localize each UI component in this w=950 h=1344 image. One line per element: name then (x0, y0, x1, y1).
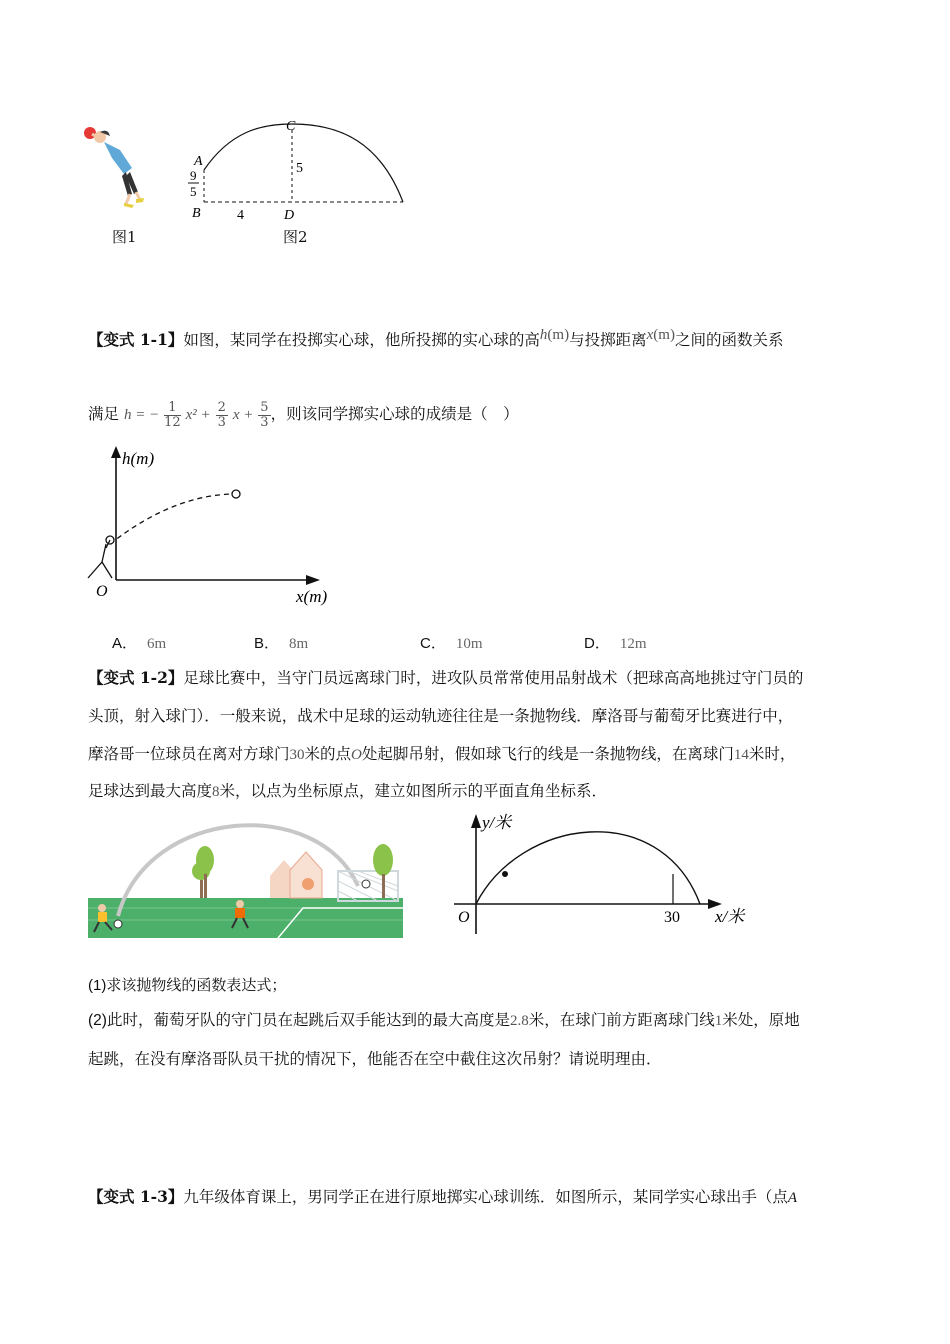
question-1: (1)求该抛物线的函数表达式； (88, 977, 287, 994)
origin-label: O (458, 909, 470, 926)
label-b: B (192, 206, 201, 221)
caption-figure-2: 图2 (283, 228, 308, 246)
axis-label-x: x(m) (296, 587, 328, 606)
axis-label-x: x/米 (715, 907, 745, 926)
v12-tag: 【变式 1-2】 (88, 668, 184, 687)
thrower-illustration (80, 120, 160, 215)
v13-tag: 【变式 1-3】 (88, 1187, 184, 1206)
trajectory-dashed (110, 494, 236, 544)
frac-2-3: $\frac{2}{3}$ (217, 399, 226, 430)
v12-line3: 摩洛哥一位球员在离对方球门30米的点O处起脚吊射，假如球飞行的线是一条抛物线，在离球门14米时， (88, 745, 796, 763)
frac-5-3: $\frac{5}{3}$ (260, 399, 269, 430)
tick-30: 30 (664, 909, 680, 926)
v11-tag: 【变式 1-1】 (88, 330, 184, 350)
figure-1 (80, 120, 160, 246)
question-2-line1: (2)此时，葡萄牙队的守门员在起跳后双手能达到的最大高度是2.8米，在球门前方距离球门线1米处，原地 (88, 1011, 800, 1029)
label-c: C (286, 119, 296, 134)
point-14 (502, 871, 508, 877)
equation-h: h = − (123, 407, 160, 423)
option-a[interactable]: A． 6m (112, 635, 167, 652)
v11-line2: 满足 h = − $\frac{1}{12}$ x² + $\frac{2}{3}$ x + $\frac{5}{3}$ ，则该同学掷实心球的成绩是（ ） (88, 399, 519, 430)
parabola-trajectory (476, 832, 700, 904)
v11-graph (84, 444, 344, 609)
caption-figure-1: 图1 (112, 228, 137, 246)
frac-1-12: $\frac{1}{12}$ (164, 399, 181, 430)
v12-line2: 头顶，射入球门）．一般来说，战术中足球的运动轨迹往往是一条抛物线．摩洛哥与葡萄牙比赛进行中， (88, 707, 794, 725)
frac-den-5: 5 (190, 184, 197, 199)
frac-num-9: 9 (190, 168, 197, 183)
label-base-4: 4 (237, 208, 244, 222)
axis-label-y: y/米 (482, 813, 512, 832)
v12-line4: 足球达到最大高度8米，以点为坐标原点，建立如图所示的平面直角坐标系． (88, 782, 608, 800)
parabola-arc (204, 124, 403, 202)
option-d[interactable]: D． 12m (584, 635, 647, 652)
origin-label: O (96, 583, 108, 600)
soccer-illustration (88, 816, 403, 938)
thrower-stick-figure (88, 540, 112, 578)
v11-line1: 【变式 1-1】如图，某同学在投掷实心球，他所投掷的实心球的高$^{h(m)}$与投掷距离$^{x(m)}$之间的函数关系 (88, 327, 784, 350)
option-c[interactable]: C． 10m (420, 635, 483, 652)
figure-2-diagram (180, 112, 420, 222)
label-height-5: 5 (296, 161, 303, 176)
question-2-line2: 起跳，在没有摩洛哥队员干扰的情况下，他能否在空中截住这次吊射？请说明理由． (88, 1050, 662, 1068)
label-a: A (194, 154, 203, 169)
option-b[interactable]: B． 8m (254, 635, 309, 652)
label-d: D (284, 208, 295, 222)
v12-graph (450, 808, 755, 938)
axis-label-h: h(m) (122, 449, 155, 468)
ball-end (232, 490, 240, 498)
v12-line1: 【变式 1-2】足球比赛中，当守门员远离球门时，进攻队员常常使用品射战术（把球高高地挑过守门员的 (88, 668, 804, 687)
v13-line1: 【变式 1-3】九年级体育课上，男同学正在进行原地掷实心球训练．如图所示，某同学实心球出手（点A (88, 1187, 798, 1206)
